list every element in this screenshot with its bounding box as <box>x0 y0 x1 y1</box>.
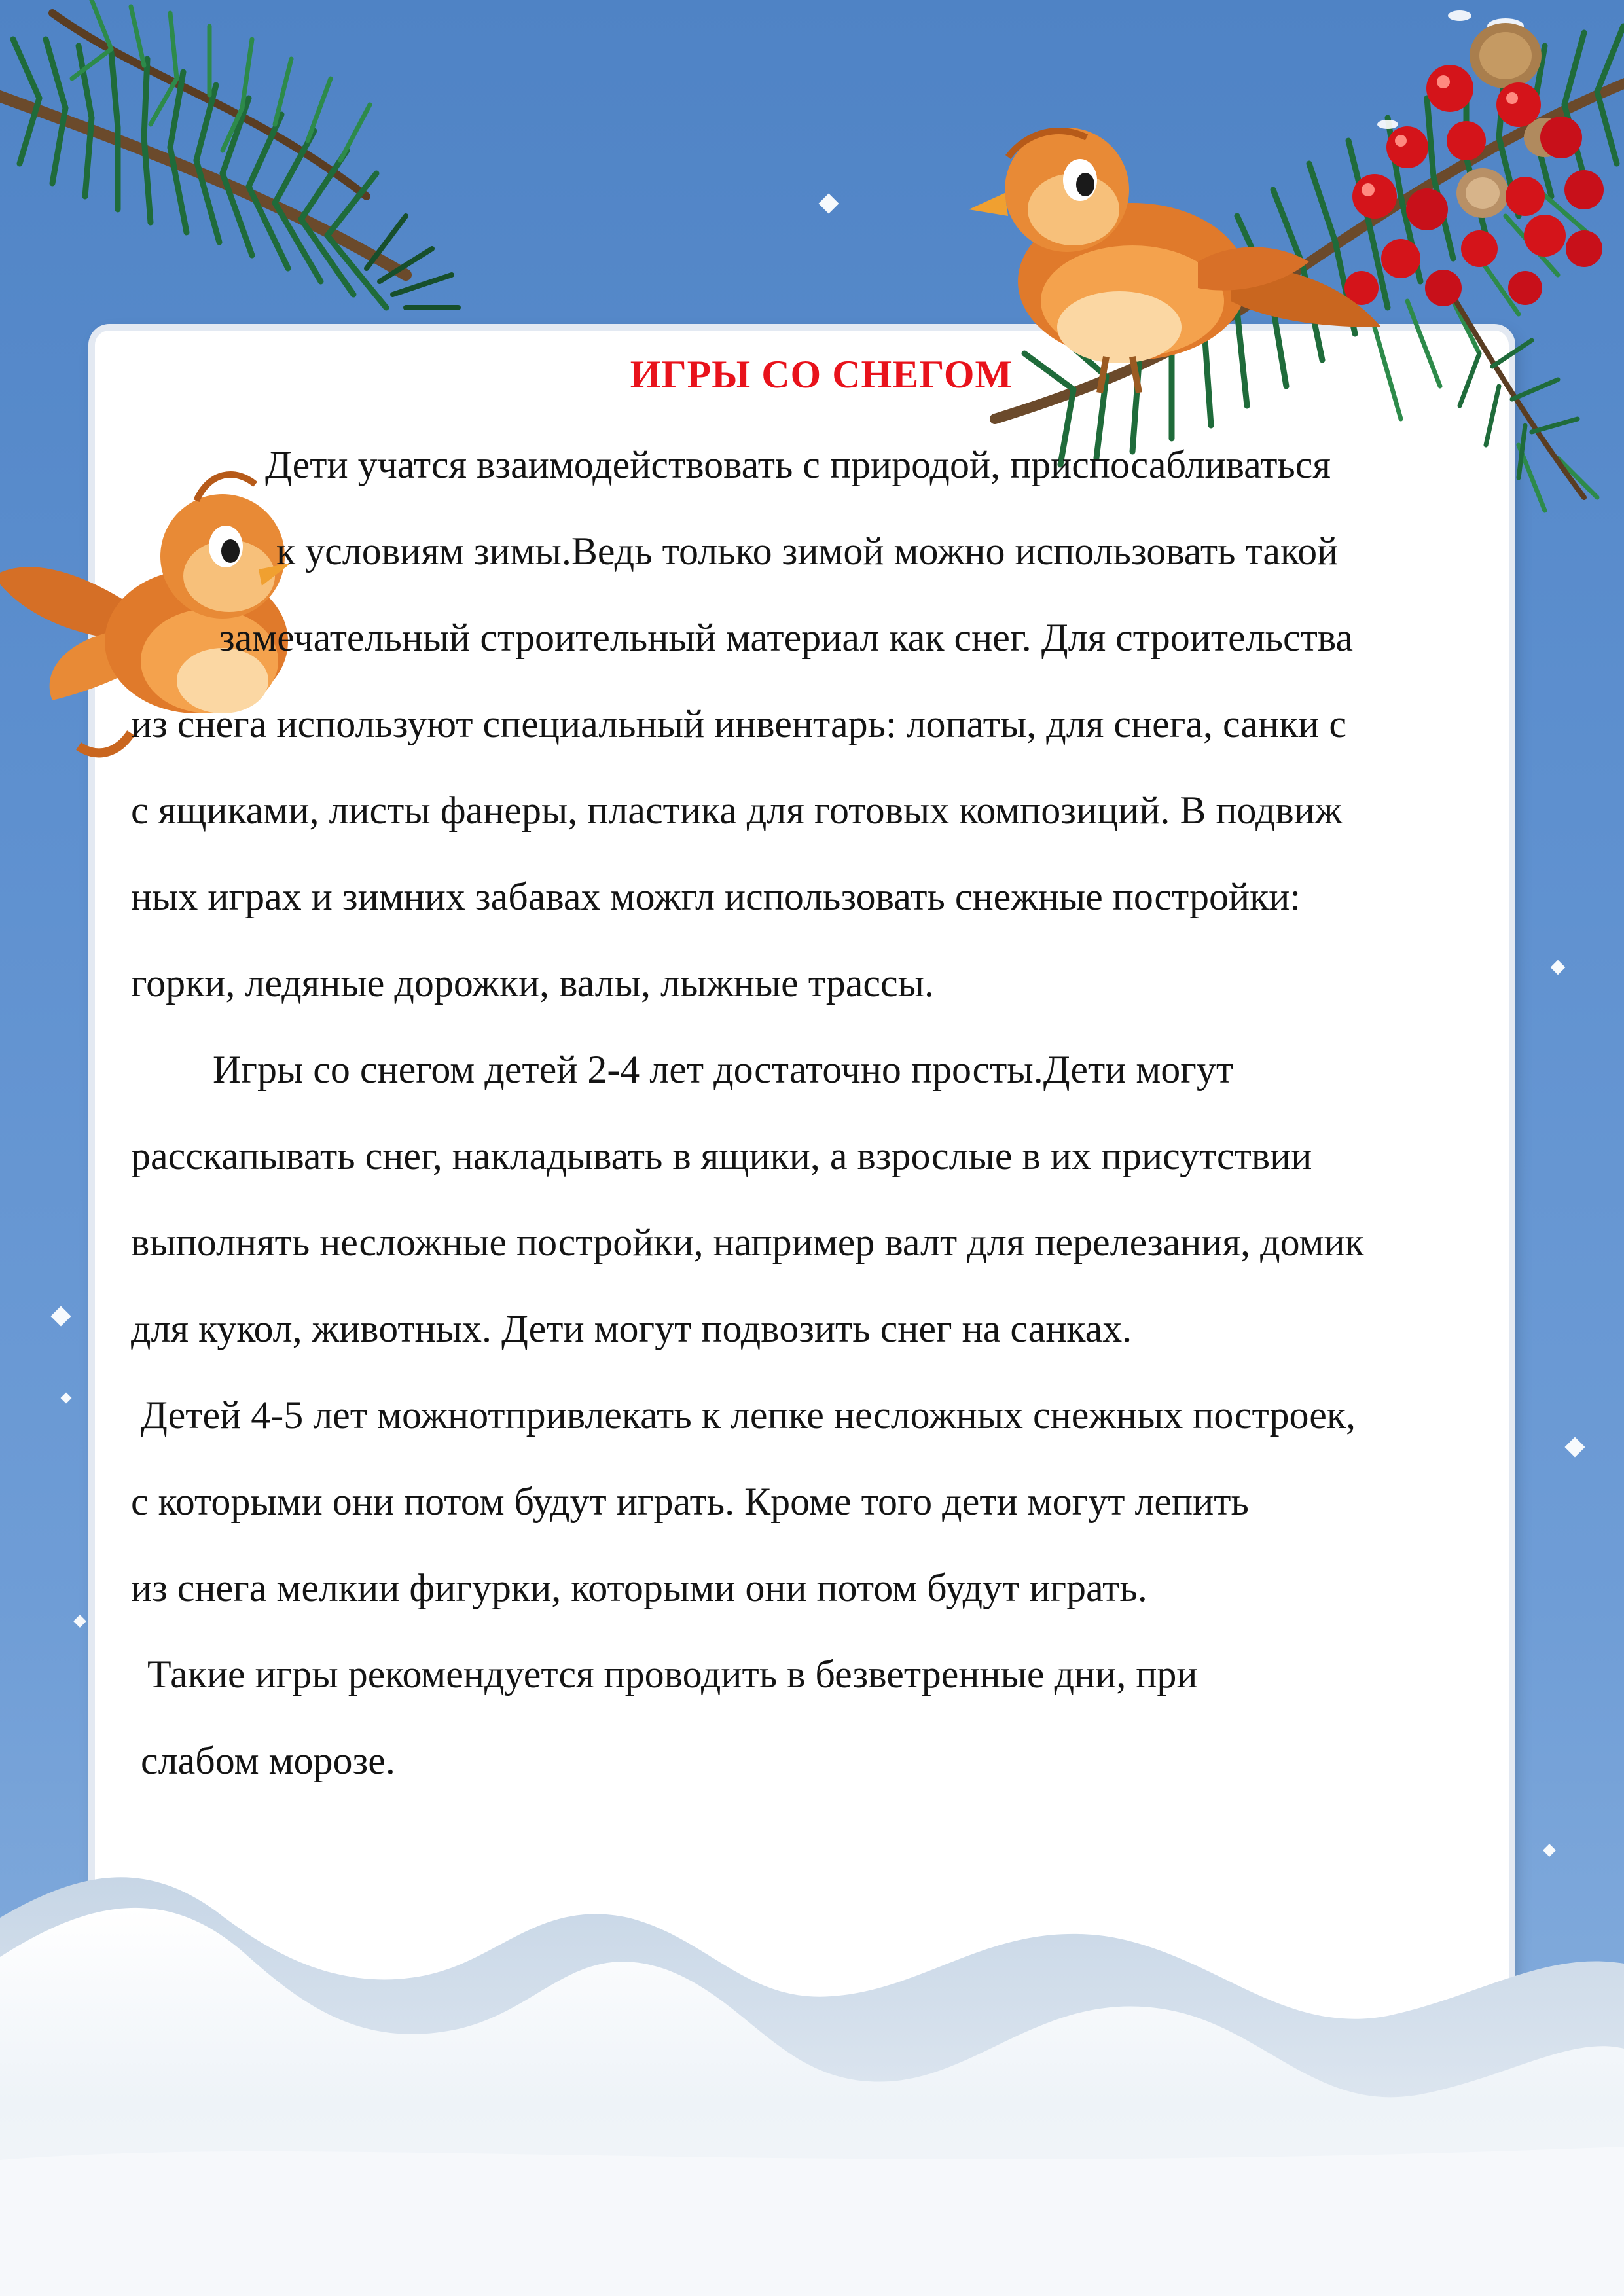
paragraph-line: Такие игры рекомендуется проводить в безветренные дни, при <box>147 1653 1198 1696</box>
document-title: ИГРЫ СО СНЕГОМ <box>630 353 1013 396</box>
paragraph-line: Дети учатся взаимодействовать с природой, приспосабливаться <box>265 443 1331 486</box>
paragraph-line: Детей 4-5 лет можнотпривлекать к лепке несложных снежных построек, <box>141 1393 1356 1437</box>
paragraph-line: слабом морозе. <box>141 1739 395 1782</box>
paragraph-line: Игры со снегом детей 2-4 лет достаточно просты.Дети могут <box>213 1048 1234 1091</box>
paragraph-line: горки, ледяные дорожки, валы, лыжные трассы. <box>131 961 934 1005</box>
paragraph-line: к условиям зимы.Ведь только зимой можно использовать такой <box>276 529 1339 573</box>
paragraph-line: для кукол, животных. Дети могут подвозить снег на санках. <box>131 1307 1132 1350</box>
paragraph-line: ных играх и зимних забавах можгл использовать снежные постройки: <box>131 875 1301 918</box>
paragraph-line: выполнять несложные постройки, например валт для перелезания, домик <box>131 1221 1364 1264</box>
paragraph-line: с ящиками, листы фанеры, пластика для готовых композиций. В подвиж <box>131 789 1343 832</box>
document-body <box>131 340 1512 1780</box>
paragraph-line: замечательный строительный материал как снег. Для строительства <box>219 616 1354 659</box>
paragraph-line: с которыми они потом будут играть. Кроме того дети могут лепить <box>131 1480 1249 1523</box>
paragraph-line: расскапывать снег, накладывать в ящики, а взрослые в их присутствии <box>131 1134 1312 1177</box>
fir-branch-illustration <box>0 0 458 308</box>
paragraph-line: из снега используют специальный инвентарь: лопаты, для снега, санки с <box>131 702 1346 745</box>
paragraph-line: из снега мелкии фигурки, которыми они потом будут играть. <box>131 1566 1147 1609</box>
